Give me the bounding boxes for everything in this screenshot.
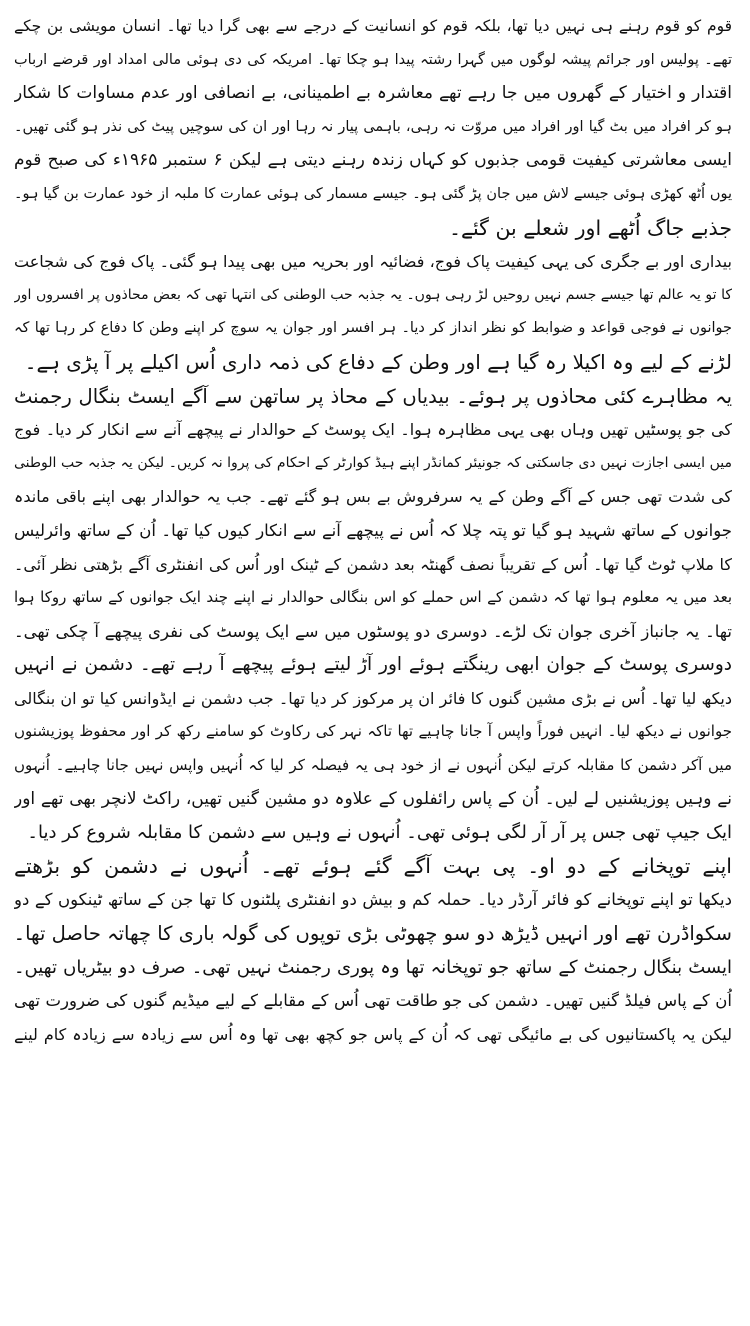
text-line: سکواڈرن تھے اور انہیں ڈیڑھ دو سو چھوٹی بڑی توپوں کی گولہ باری کا چھاتہ حاصل تھا۔ xyxy=(14,922,732,946)
text-line: یہ مظاہرے کئی محاذوں پر ہوئے۔ بیدیاں کے محاذ پر ساتھن سے آگے ایسٹ بنگال رجمنٹ xyxy=(14,384,732,408)
text-line: جوانوں نے فوجی قواعد و ضوابط کو نظر انداز کر دیا۔ ہر افسر اور جوان یہ سوچ کر اپنے وطن کا دفاع کر رہا تھا کہ xyxy=(14,320,732,337)
text-line: کی شدت تھی جس کے آگے وطن کے یہ سرفروش بے بس ہو گئے تھے۔ جب یہ حوالدار بھی اپنے باقی ماندہ xyxy=(14,487,732,507)
text-line: بعد میں یہ معلوم ہوا تھا کہ دشمن کے اس حملے کو اس بنگالی حوالدار نے اپنے چند ایک جوانوں کے ساتھ روکا ہوا xyxy=(14,588,732,607)
urdu-text-column xyxy=(14,10,732,1051)
text-line: کی جو پوسٹیں تھیں وہاں بھی یہی مظاہرہ ہوا۔ ایک پوسٹ کے حوالدار نے پیچھے آنے سے انکار کر دیا۔ فوج xyxy=(14,420,732,440)
text-line: کا ملاپ ٹوٹ گیا تھا۔ اُس کے تقریباً نصف گھنٹہ بعد دشمن کے ٹینک اور اُس کی انفنٹری آگے بڑھتی نظر آئی۔ xyxy=(14,554,732,574)
text-line: لڑنے کے لیے وہ اکیلا رہ گیا ہے اور وطن کے دفاع کی ذمہ داری اُس اکیلے پر آ پڑی ہے۔ xyxy=(24,349,732,374)
text-line: نے وہیں پوزیشنیں لے لیں۔ اُن کے پاس رائفلوں کے علاوہ دو مشین گنیں تھیں، راکٹ لانچر بھی تھے اور xyxy=(14,788,732,809)
text-line: تھے۔ پولیس اور جرائم پیشہ لوگوں میں گہرا رشتہ پیدا ہو چکا تھا۔ امریکہ کی دی ہوئی مالی امداد اور قرضے ارباب xyxy=(14,51,732,68)
text-line: اپنے توپخانے کے دو او۔ پی بہت آگے گئے ہوئے تھے۔ اُنہوں نے دشمن کو بڑھتے xyxy=(14,853,732,878)
text-line: یوں اُٹھ کھڑی ہوئی جیسے لاش میں جان پڑ گئی ہو۔ جیسے مسمار کی ہوئی عمارت کا ملبہ از خود عمارت بن گیا ہو۔ xyxy=(14,185,732,202)
paragraph-3 xyxy=(14,380,732,649)
text-line: جوانوں کے ساتھ شہید ہو گیا تو پتہ چلا کہ اُس نے پیچھے آنے سے انکار کیوں کیا تھا۔ اُن کے ساتھ وائرلیس xyxy=(14,520,732,540)
text-line: لیکن یہ پاکستانیوں کی بے مائیگی تھی کہ اُن کے پاس جو کچھ بھی تھا وہ اُس سے زیادہ سے زیادہ کام لینے xyxy=(14,1024,732,1044)
paragraph-5 xyxy=(14,850,732,951)
text-line: ایسی معاشرتی کیفیت قومی جذبوں کو کہاں زندہ رہنے دیتی ہے لیکن ۶ ستمبر ۱۹۶۵ء کی صبح قوم xyxy=(14,150,732,171)
text-line: جذبے جاگ اُٹھے اور شعلے بن گئے۔ xyxy=(448,215,732,240)
text-line: اُن کے پاس فیلڈ گنیں تھیں۔ دشمن کی جو طاقت تھی اُس کے مقابلے کے لیے میڈیم گنوں کی ضرورت تھی xyxy=(14,991,732,1011)
text-line: دیکھ لیا تھا۔ اُس نے بڑی مشین گنوں کا فائر ان پر مرکوز کر دیا تھا۔ جب دشمن نے ایڈوانس کیا تو ان بنگالی xyxy=(14,688,732,708)
text-line: ایسٹ بنگال رجمنٹ کے ساتھ جو توپخانہ تھا وہ پوری رجمنٹ نہیں تھی۔ صرف دو بیٹریاں تھیں۔ xyxy=(14,956,732,978)
text-line: دیکھا تو اپنے توپخانے کو فائر آرڈر دیا۔ حملہ کم و بیش دو انفنٹری پلٹنوں کا تھا جن کے ساتھ ٹینکوں کے دو xyxy=(14,890,732,910)
paragraph-1 xyxy=(14,10,732,245)
text-line: میں آکر دشمن کا مقابلہ کرتے لیکن اُنہوں نے از خود ہی یہ فیصلہ کر لیا کہ اُنہیں واپس نہیں جانا چاہیے۔ اُنہوں xyxy=(14,756,732,775)
text-line: ہو کر افراد میں بٹ گیا اور افراد میں مروّت نہ رہی، باہمی پیار نہ رہا اور ان کی سوچیں پیٹ کی نذر ہو گئی تھیں۔ xyxy=(14,118,732,135)
text-line: تھا۔ یہ جانباز آخری جوان تک لڑے۔ دوسری دو پوسٹوں میں سے ایک پوسٹ کی نفری پیچھے آ چکی تھی۔ xyxy=(14,621,732,641)
paragraph-2 xyxy=(14,245,732,379)
paragraph-4 xyxy=(14,648,732,850)
paragraph-6 xyxy=(14,951,732,1052)
text-line: اقتدار و اختیار کے گھروں میں جا رہے تھے معاشرہ بے اطمینانی، بے انصافی اور عدم مساوات کا شکار xyxy=(14,83,732,104)
text-line: قوم کو قوم رہنے ہی نہیں دیا تھا، بلکہ قوم کو انسانیت کے درجے سے بھی گرا دیا تھا۔ انسان مویشی بن چکے xyxy=(14,17,732,35)
text-line: بیداری اور بے جگری کی یہی کیفیت پاک فوج، فضائیہ اور بحریہ میں بھی پیدا ہو گئی۔ پاک فوج کی شجاعت xyxy=(14,252,732,272)
text-line: دوسری پوسٹ کے جوان ابھی رینگتے ہوئے اور آڑ لیتے ہوئے پیچھے آ رہے تھے۔ دشمن نے انہیں xyxy=(14,654,732,676)
text-line: کا تو یہ عالم تھا جیسے جسم نہیں روحیں لڑ رہی ہوں۔ یہ جذبہ حب الوطنی کی انتہا تھی کہ بعض محاذوں پر افسروں اور xyxy=(14,286,732,303)
text-line: میں ایسی اجازت نہیں دی جاسکتی کہ جونیئر کمانڈر اپنے ہیڈ کوارٹر کے احکام کی پروا نہ کریں۔ لیکن یہ جذبہ حب الوطنی xyxy=(14,454,732,471)
text-line: جوانوں نے دیکھ لیا۔ انہیں فوراً واپس آ جانا چاہیے تھا تاکہ نہر کی رکاوٹ کو سامنے رکھ کر اور محفوظ پوزیشنوں xyxy=(14,722,732,741)
text-line: ایک جیپ تھی جس پر آر آر لگی ہوئی تھی۔ اُنہوں نے وہیں سے دشمن کا مقابلہ شروع کر دیا۔ xyxy=(27,822,732,844)
